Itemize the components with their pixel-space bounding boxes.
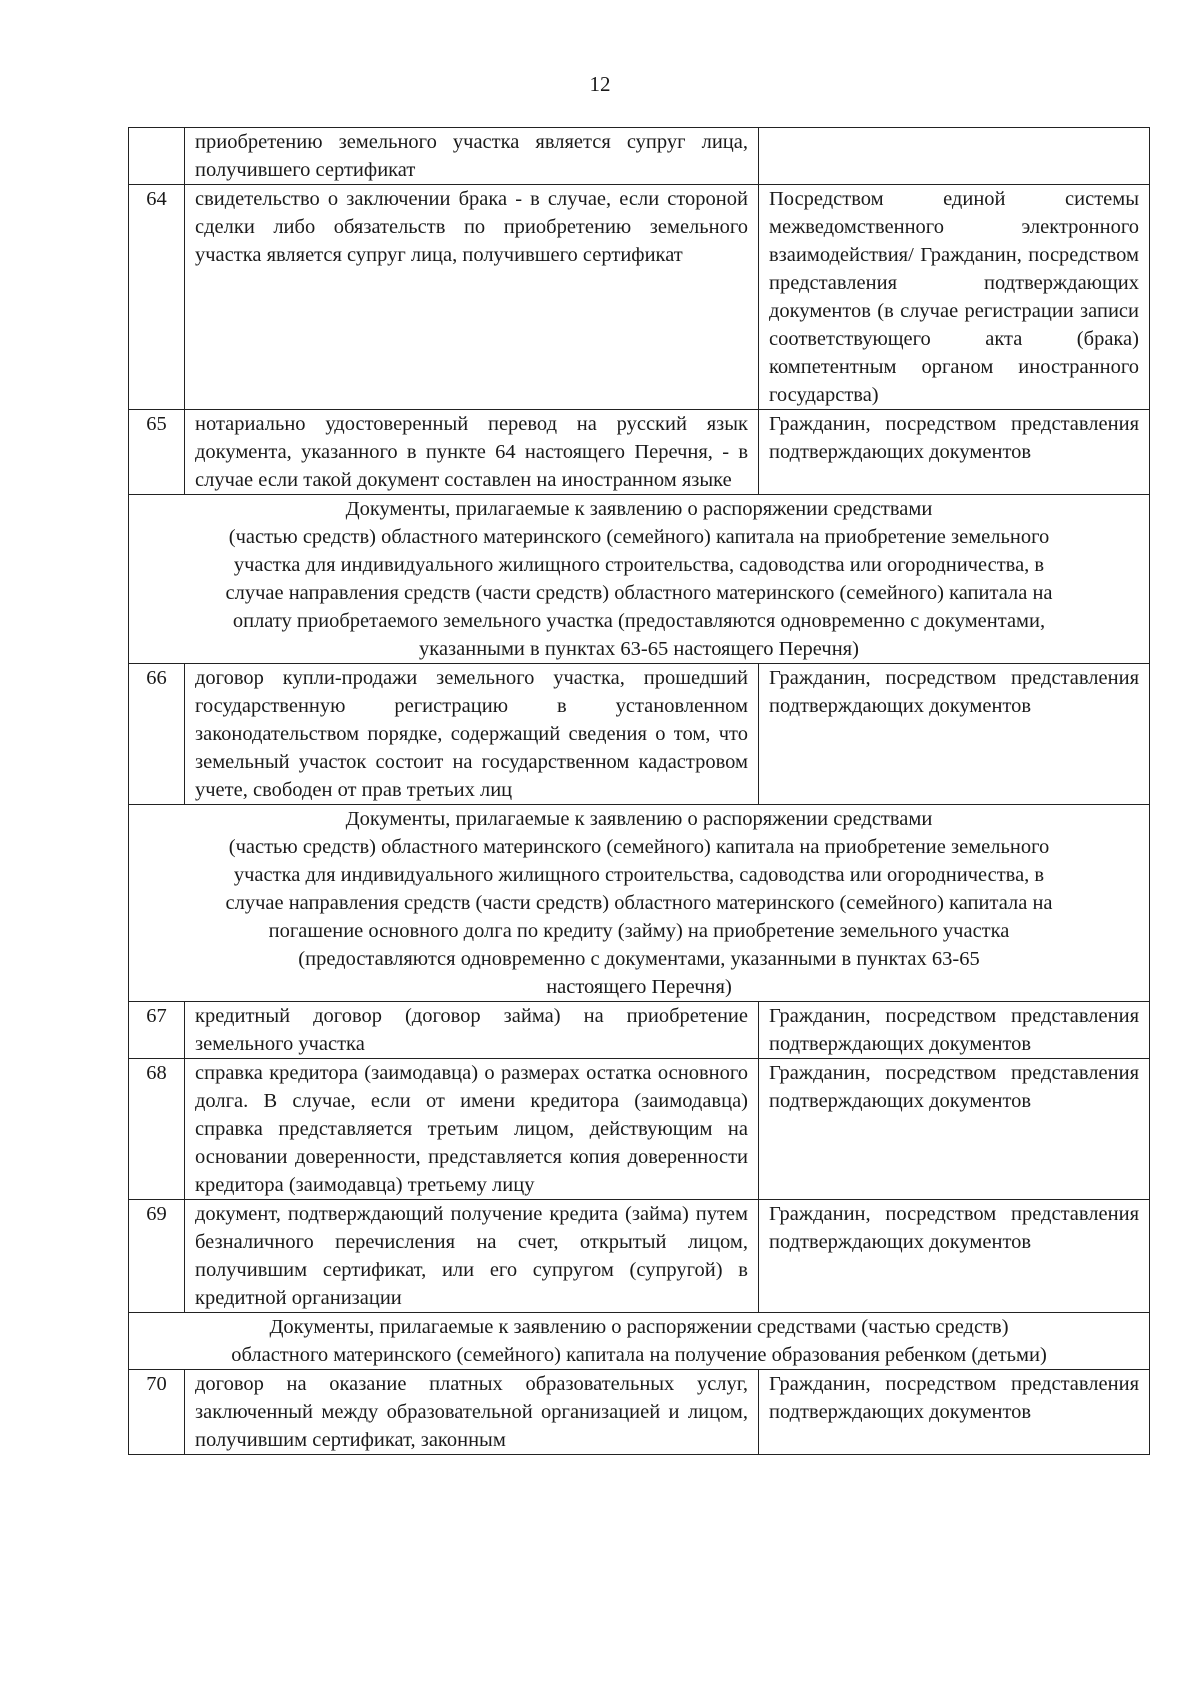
row-number: 68 [129, 1059, 185, 1200]
document-description: документ, подтверждающий получение кредита (займа) путем безналичного перечисления на счет, открытый лицом, получившим сертификат, или его супругом (супругой) в кредитной организации [185, 1200, 759, 1313]
submission-method: Гражданин, посредством представления подтверждающих документов [759, 1370, 1150, 1455]
submission-method: Гражданин, посредством представления подтверждающих документов [759, 1002, 1150, 1059]
submission-method: Гражданин, посредством представления подтверждающих документов [759, 1059, 1150, 1200]
section-heading-line: участка для индивидуального жилищного строительства, садоводства или огородничества, в [233, 864, 1045, 886]
row-number: 64 [129, 185, 185, 410]
submission-method: Гражданин, посредством представления подтверждающих документов [759, 1200, 1150, 1313]
section-heading-line: Документы, прилагаемые к заявлению о распоряжении средствами (частью средств) [269, 1316, 1009, 1338]
section-heading-line: Документы, прилагаемые к заявлению о распоряжении средствами [345, 498, 933, 520]
document-description: договор на оказание платных образовательных услуг, заключенный между образовательной организацией и лицом, получившим сертификат, законным [185, 1370, 759, 1455]
table-row [129, 1200, 1150, 1313]
section-heading-line: областного материнского (семейного) капитала на получение образования ребенком (детьми) [231, 1344, 1047, 1366]
table-row [129, 1370, 1150, 1455]
section-heading-line: указанными в пунктах 63-65 настоящего Перечня) [419, 638, 859, 660]
section-header-row [129, 1313, 1150, 1370]
row-number: 65 [129, 410, 185, 495]
section-heading-line: (частью средств) областного материнского (семейного) капитала на приобретение земельного [228, 526, 1050, 548]
section-heading-line: случае направления средств (части средств) областного материнского (семейного) капитала на [225, 582, 1053, 604]
document-description: договор купли-продажи земельного участка, прошедший государственную регистрацию в установленном законодательством порядке, содержащий сведения о том, что земельный участок состоит на государственном кадастровом учете, свободен от прав третьих лиц [185, 664, 759, 805]
section-heading-line: участка для индивидуального жилищного строительства, садоводства или огородничества, в [233, 554, 1045, 576]
section-heading [129, 1313, 1150, 1370]
section-heading-line: погашение основного долга по кредиту (займу) на приобретение земельного участка [268, 920, 1010, 942]
table-row [129, 128, 1150, 185]
submission-method: Гражданин, посредством представления подтверждающих документов [759, 664, 1150, 805]
document-description: кредитный договор (договор займа) на приобретение земельного участка [185, 1002, 759, 1059]
table-row [129, 664, 1150, 805]
section-heading-line: (частью средств) областного материнского (семейного) капитала на приобретение земельного [228, 836, 1050, 858]
document-description: приобретению земельного участка является супруг лица, получившего сертификат [185, 128, 759, 185]
section-header-row [129, 495, 1150, 664]
submission-method: Посредством единой системы межведомственного электронного взаимодействия/ Гражданин, посредством представления подтверждающих документов (в случае регистрации записи соответствующего акта (брака) компетентным органом иностранного государства) [759, 185, 1150, 410]
row-number: 67 [129, 1002, 185, 1059]
table-row [129, 185, 1150, 410]
submission-method [759, 128, 1150, 185]
section-heading [129, 805, 1150, 1002]
document-description: свидетельство о заключении брака - в случае, если стороной сделки либо обязательств по приобретению земельного участка является супруг лица, получившего сертификат [185, 185, 759, 410]
section-heading-line: (предоставляются одновременно с документами, указанными в пунктах 63-65 [298, 948, 980, 970]
section-heading-line: оплату приобретаемого земельного участка (предоставляются одновременно с документами, [232, 610, 1046, 632]
submission-method: Гражданин, посредством представления подтверждающих документов [759, 410, 1150, 495]
page-number: 12 [589, 72, 611, 96]
row-number: 66 [129, 664, 185, 805]
row-number [129, 128, 185, 185]
section-heading-line: настоящего Перечня) [546, 976, 732, 998]
section-heading-line: случае направления средств (части средств) областного материнского (семейного) капитала на [225, 892, 1053, 914]
document-description: нотариально удостоверенный перевод на русский язык документа, указанного в пункте 64 настоящего Перечня, - в случае если такой документ составлен на иностранном языке [185, 410, 759, 495]
section-header-row [129, 805, 1150, 1002]
document-description: справка кредитора (заимодавца) о размерах остатка основного долга. В случае, если от имени кредитора (заимодавца) справка представляется третьим лицом, действующим на основании доверенности, представляется копия доверенности кредитора (заимодавца) третьему лицу [185, 1059, 759, 1200]
table-row [129, 410, 1150, 495]
section-heading [129, 495, 1150, 664]
table-row [129, 1059, 1150, 1200]
row-number: 69 [129, 1200, 185, 1313]
documents-table [128, 127, 1150, 1455]
section-heading-line: Документы, прилагаемые к заявлению о распоряжении средствами [345, 808, 933, 830]
table-row [129, 1002, 1150, 1059]
row-number: 70 [129, 1370, 185, 1455]
